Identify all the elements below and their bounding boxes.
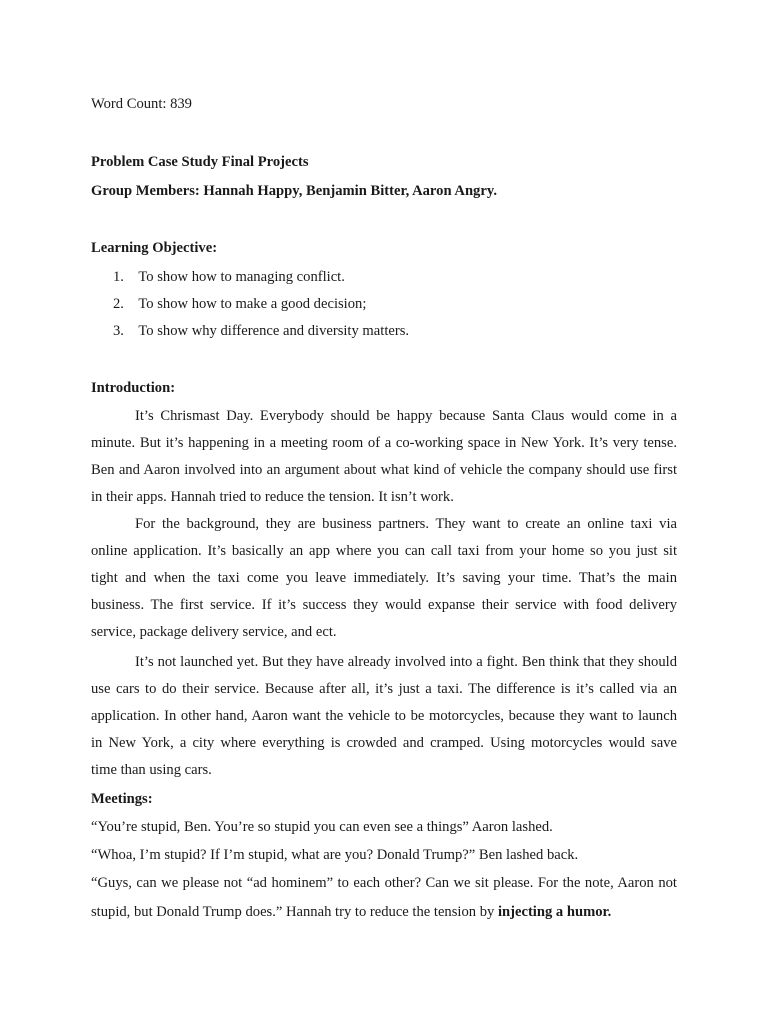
intro-line: time than using cars. <box>91 762 212 778</box>
objective-item <box>113 270 345 285</box>
intro-line: business. The first service. If it’s success they would expanse their service with food delivery <box>91 597 677 613</box>
intro-line: in New York, a city where everything is crowded and cramped. Using motorcycles would save <box>91 735 677 751</box>
objective-number: 3. <box>113 323 124 339</box>
intro-line: It’s not launched yet. But they have already involved into a fight. Ben think that they should <box>135 654 677 670</box>
intro-line: For the background, they are business partners. They want to create an online taxi via <box>135 516 677 532</box>
intro-line: minute. But it’s happening in a meeting room of a co-working space in New York. It’s very tense. <box>91 435 677 451</box>
objective-text: To show how to managing conflict. <box>138 269 345 285</box>
meetings-heading: Meetings: <box>91 791 153 807</box>
meeting-line-last <box>91 905 611 920</box>
objective-item <box>113 324 409 339</box>
meeting-line-text: stupid, but Donald Trump does.” Hannah try to reduce the tension by <box>91 904 498 920</box>
intro-line: It’s Chrismast Day. Everybody should be happy because Santa Claus would come in a <box>135 408 677 424</box>
intro-line: application. In other hand, Aaron want the vehicle to be motorcycles, because they want to launch <box>91 708 677 724</box>
intro-line: tight and when the taxi come you leave immediately. It’s saving your time. That’s the main <box>91 570 677 586</box>
intro-line: service, package delivery service, and ect. <box>91 624 337 640</box>
meeting-line: “Whoa, I’m stupid? If I’m stupid, what are you? Donald Trump?” Ben lashed back. <box>91 847 579 863</box>
objective-number: 2. <box>113 296 124 312</box>
intro-line: in their apps. Hannah tried to reduce the tension. It isn’t work. <box>91 489 454 505</box>
group-members: Group Members: Hannah Happy, Benjamin Bitter, Aaron Angry. <box>91 183 497 199</box>
emphasis-text: injecting a humor. <box>497 904 612 920</box>
objective-text: To show why difference and diversity matters. <box>138 323 410 339</box>
objective-item <box>113 297 366 312</box>
intro-line: online application. It’s basically an app where you can call taxi from your home so you just sit <box>91 543 677 559</box>
introduction-heading: Introduction: <box>91 380 176 396</box>
meeting-line: “Guys, can we please not “ad hominem” to each other? Can we sit please. For the note, Aaron not <box>91 875 677 891</box>
meeting-line: “You’re stupid, Ben. You’re so stupid you can even see a things” Aaron lashed. <box>91 819 553 835</box>
project-title: Problem Case Study Final Projects <box>91 154 309 170</box>
learning-objective-heading: Learning Objective: <box>91 240 218 256</box>
word-count: Word Count: 839 <box>91 96 192 112</box>
objective-number: 1. <box>113 269 124 285</box>
objective-text: To show how to make a good decision; <box>138 296 367 312</box>
intro-line: use cars to do their service. Because after all, it’s just a taxi. The difference is it’s called via an <box>91 681 677 697</box>
intro-line: Ben and Aaron involved into an argument about what kind of vehicle the company should use first <box>91 462 677 478</box>
